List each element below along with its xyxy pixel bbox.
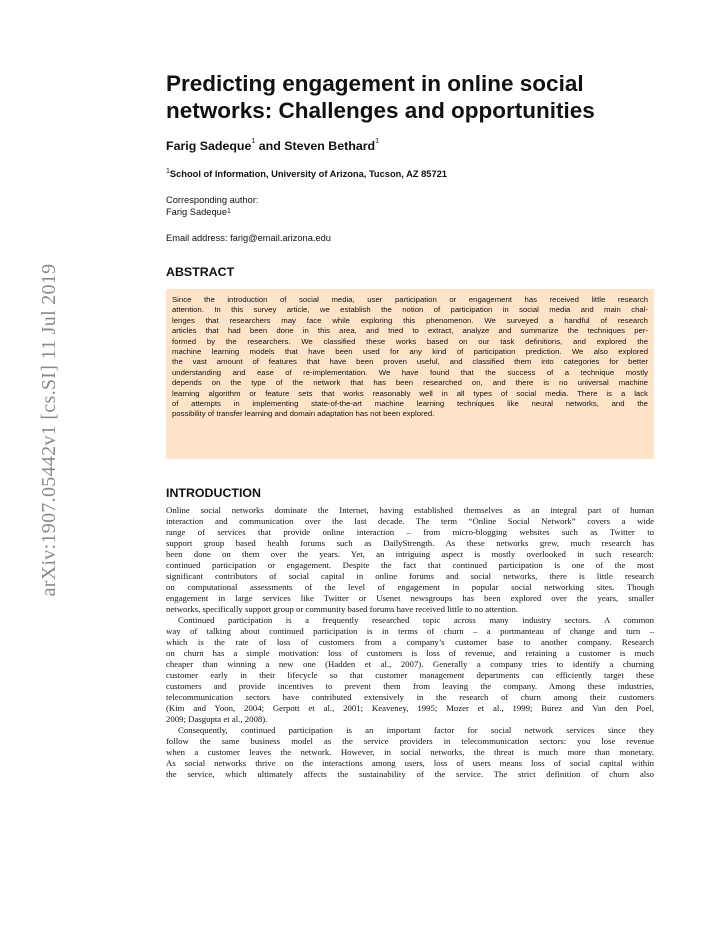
affiliation-mark: 1 — [227, 207, 231, 215]
body-line: telecommunication sectors have contributed extensively in the research of churn among their customers — [166, 692, 654, 702]
corresponding-label: Corresponding author: — [166, 195, 259, 205]
abstract-line: machine learning models that have been used for any kind of participation prediction. We also explored — [172, 346, 648, 356]
author-separator: and — [255, 139, 285, 153]
body-line: support group based health forums such as DailyStrength. As these networks grew, much research has — [166, 538, 654, 548]
abstract-line: understanding and ease of re-implementation. We have found that the success of a technique mostly — [172, 367, 648, 377]
abstract-line: depends on the type of the network that has been researched on, and there is no universal machine — [172, 378, 648, 388]
corresponding-author — [166, 195, 259, 218]
body-line: when a customer leaves the network. However, in social networks, the threat is much more than monetary. — [166, 747, 654, 757]
abstract-box — [166, 289, 654, 459]
body-line: cheaper than winning a new one (Hadden et al., 2007). Generally a company tries to identify a churning — [166, 659, 654, 669]
body-line: Online social networks dominate the Internet, having established themselves as an integral part of human — [166, 505, 654, 515]
authors — [166, 139, 379, 153]
body-line: range of services that provide online interaction – from micro-blogging websites such as Twitter to — [166, 527, 654, 537]
corresponding-name: Farig Sadeque — [166, 206, 227, 217]
abstract-line: lenges that researchers may face while exploring this phenomenon. We surveyed a handful of research — [172, 315, 648, 325]
affiliation-mark: 1 — [251, 138, 256, 145]
body-line: been done on them over the years. Yet, an intriguing aspect is mostly overlooked in such research: — [166, 549, 654, 559]
body-line: As social networks thrive on the interactions among users, loss of users means loss of social capital within — [166, 758, 654, 768]
abstract-line: Since the introduction of social media, user participation or engagement has received little research — [172, 295, 648, 304]
abstract-line: of attempts in implementing state-of-the-art machine learning techniques like neural networks, and the — [172, 398, 648, 408]
affiliation-text: School of Information, University of Arizona, Tucson, AZ 85721 — [169, 169, 447, 179]
affiliation-mark: 1 — [166, 168, 170, 175]
author-name: Farig Sadeque — [166, 139, 252, 153]
body-line: significant contributors of social capital in online forums and social networks, there is little research — [166, 571, 654, 581]
affiliation-mark: 1 — [375, 138, 380, 145]
body-line: (Kim and Yoon, 2004; Gerpott et al., 2001; Keaveney, 1995; Mozer et al., 1999; Burez and Van den Poel, — [166, 703, 654, 713]
email-address: Email address: farig@email.arizona.edu — [166, 233, 331, 243]
introduction-heading: INTRODUCTION — [166, 486, 261, 500]
body-line: on computational assessments of the level of engagement in popular social networking sites. Though — [166, 582, 654, 592]
abstract-line: articles that had been done in this area, and tried to extract, analyze and summarize the techniques per- — [172, 326, 648, 336]
body-line: customer early in their lifecycle so that customer management departments can efficiently target these — [166, 670, 654, 680]
body-line: Consequently, continued participation is an important factor for social network services since they — [178, 725, 654, 735]
body-line: follow the same business model as the service providers in telecommunication sectors: you lose revenue — [166, 736, 654, 746]
title-line: networks: Challenges and opportunities — [166, 98, 595, 123]
title-line: Predicting engagement in online social — [166, 71, 584, 96]
body-line: on churn has a simple motivation: loss of customers is loss of revenue, and retaining a customer is much — [166, 648, 654, 658]
arxiv-identifier: arXiv:1907.05442v1 [cs.SI] 11 Jul 2019 — [38, 263, 60, 597]
body-line: way of talking about continued participation is in terms of churn – a portmanteau of change and turn – — [166, 626, 654, 636]
author-name: Steven Bethard — [284, 139, 376, 153]
abstract-line: the vast amount of features that have been proven useful, and classified them into categories for better — [172, 357, 648, 367]
body-line: interaction and communication over the last decade. The term “Online Social Network” covers a wide — [166, 516, 654, 526]
body-line: engagement in large services like Twitter or Usenet newsgroups has been explored over the years, smaller — [166, 593, 654, 603]
body-line: the service, which ultimately affects the sustainability of the service. The strict definition of churn also — [166, 769, 654, 779]
body-line: which is the rate of loss of customers from a company’s customer base to another company. Research — [166, 637, 654, 647]
body-line: networks, specifically support group or community based forums have received little to no attention. — [166, 604, 519, 614]
abstract-heading: ABSTRACT — [166, 265, 235, 279]
affiliation — [166, 169, 447, 179]
introduction-body — [166, 505, 654, 780]
abstract-line: learning algorithm or feature sets that works reasonably well in all types of social media. There is a lack — [172, 388, 648, 398]
body-line: 2009; Dasgupta et al., 2008). — [166, 714, 268, 724]
body-line: continued participation or engagement. Despite the fact that continued participation is one of the most — [166, 560, 654, 570]
paper-title — [166, 70, 646, 124]
abstract-line: attention. In this survey article, we establish the notion of participation in social media and main chal- — [172, 305, 648, 315]
abstract-line: formed by the researchers. We classified these works based on our task definitions, and explored the — [172, 336, 648, 346]
body-line: Continued participation is a frequently researched topic across many industry sectors. A common — [178, 615, 654, 625]
body-line: customers and provide incentives to prevent them from leaving the company. Among these industries, — [166, 681, 654, 691]
abstract-line: possibility of transfer learning and domain adaptation has not been explored. — [172, 409, 435, 419]
